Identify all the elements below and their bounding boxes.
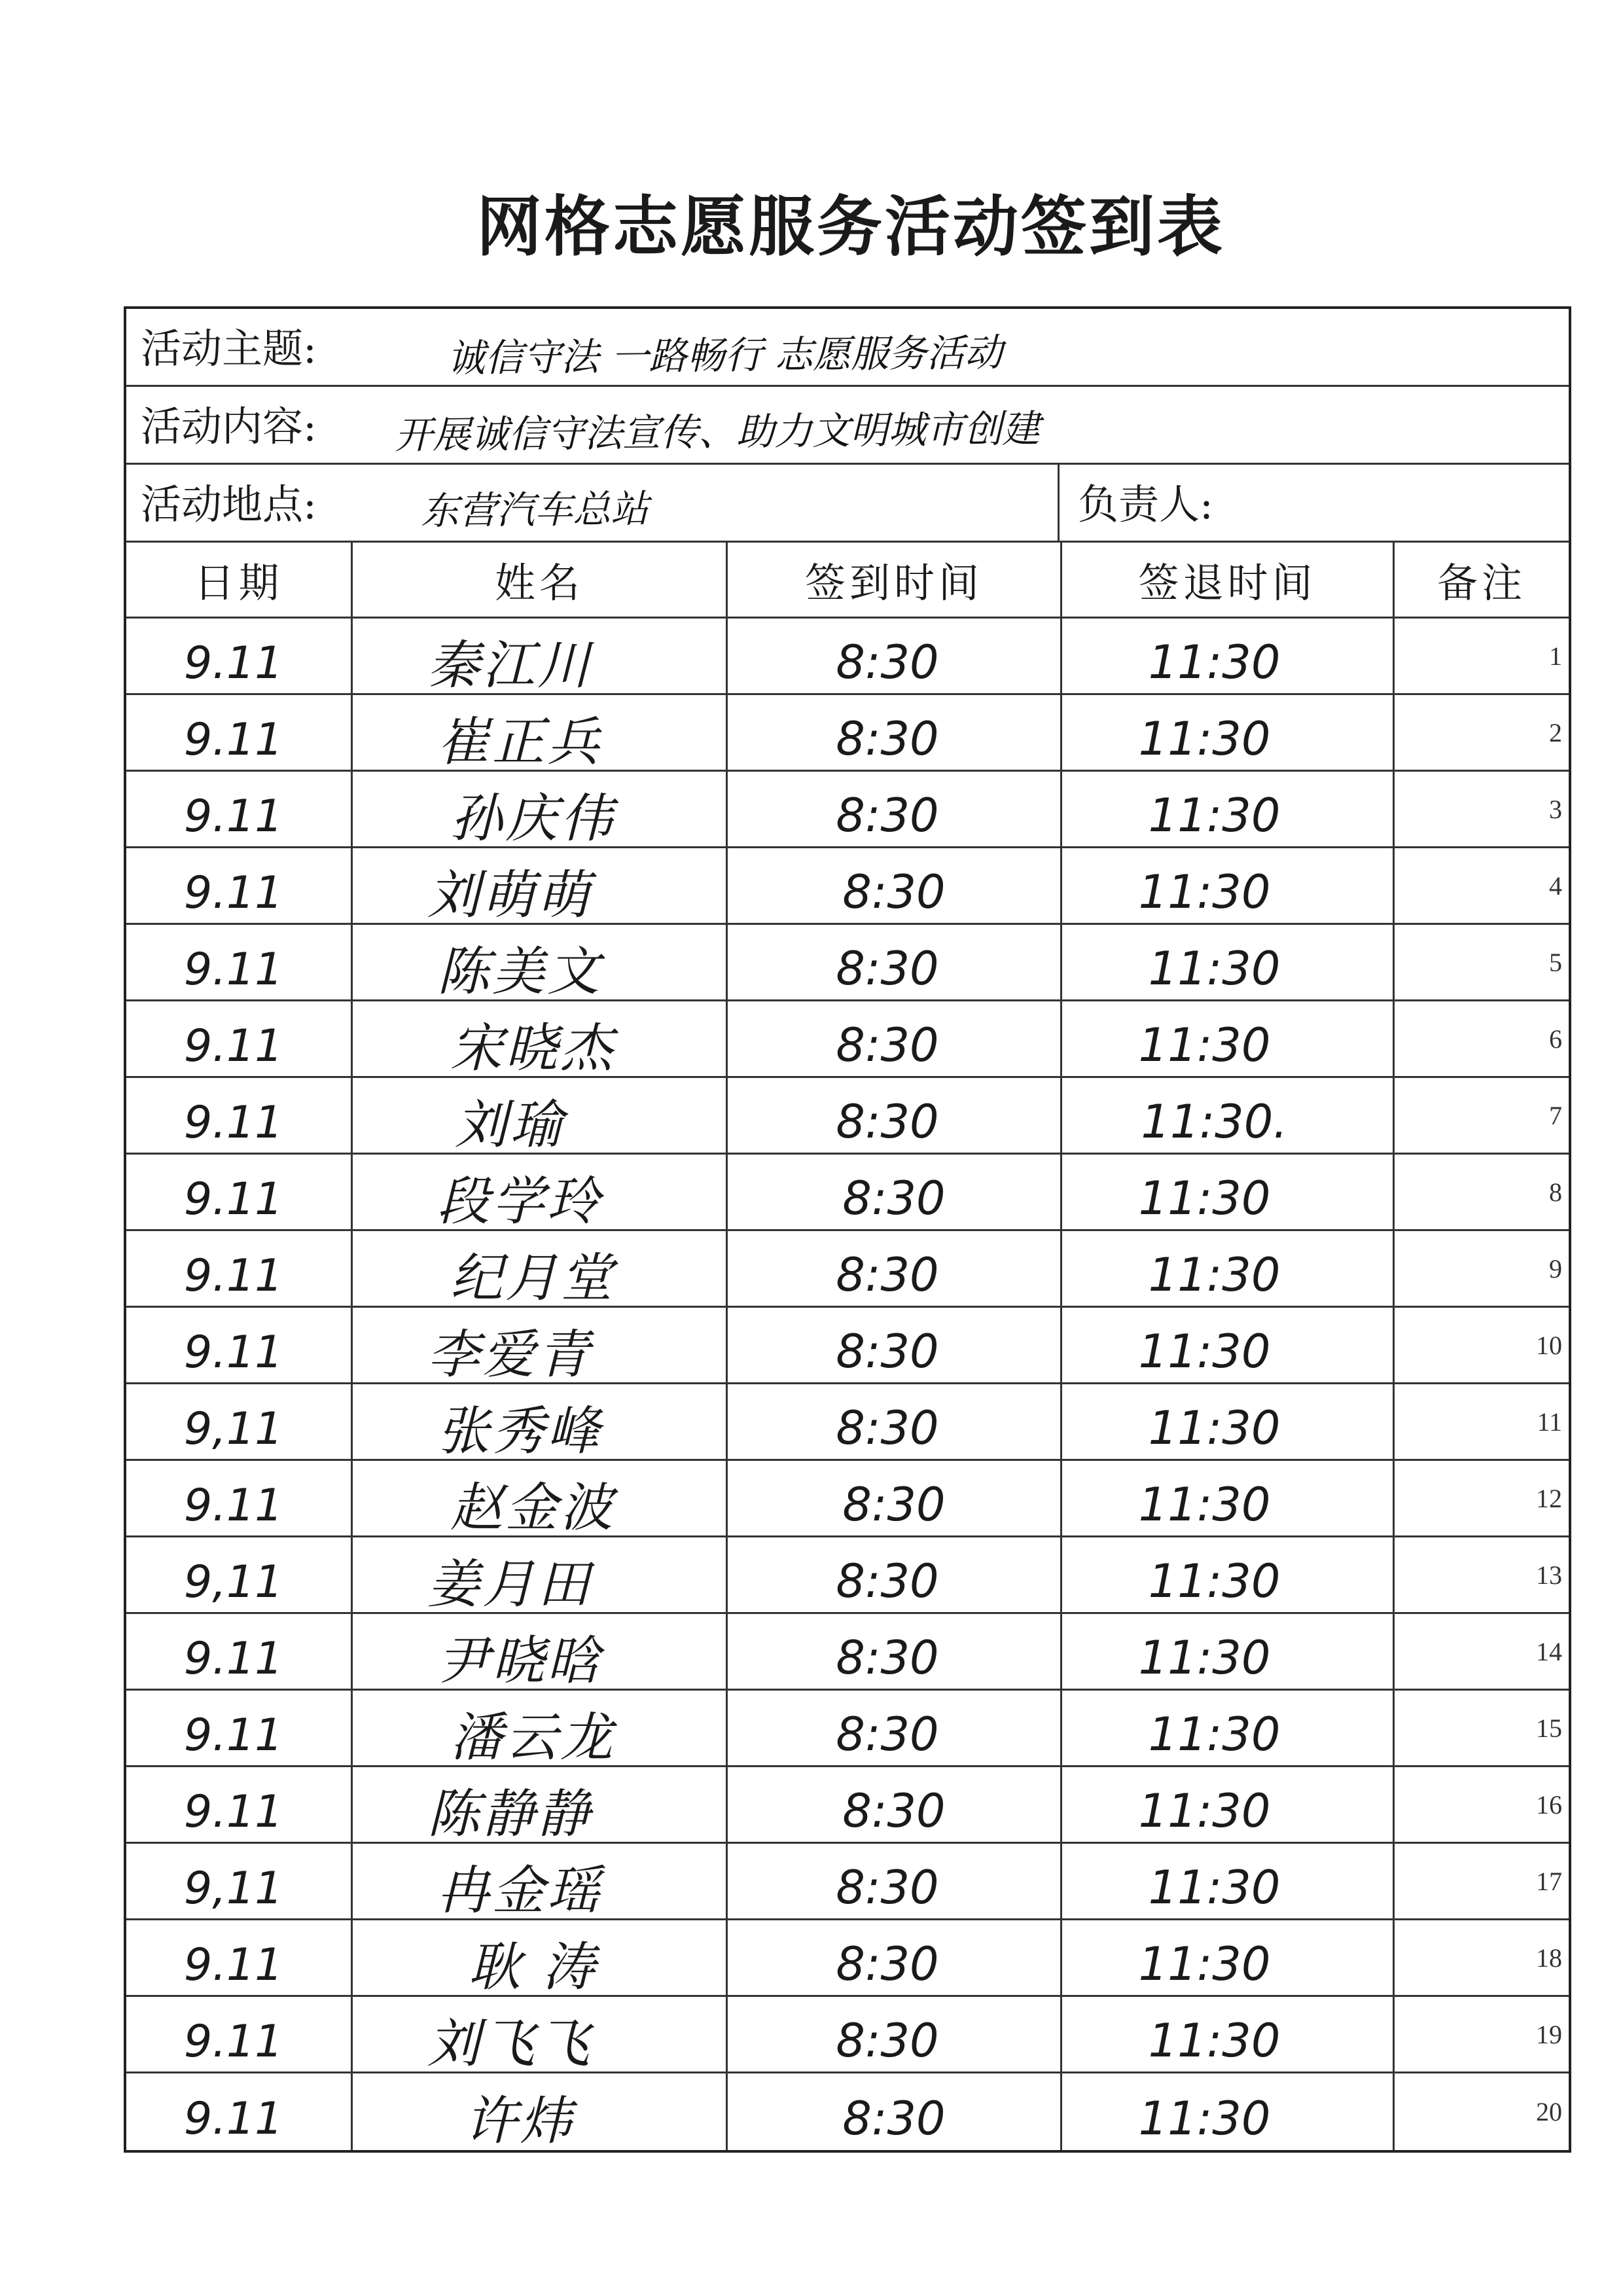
table-row — [126, 695, 1569, 772]
table-row — [126, 1231, 1569, 1308]
sign-in-cell: 8:30 — [728, 619, 1062, 693]
table-row — [126, 1537, 1569, 1614]
date-cell: 9.11 — [126, 1461, 353, 1535]
sign-in-cell: 8:30 — [728, 2073, 1062, 2150]
table-row — [126, 1155, 1569, 1231]
sign-out-cell: 11:30 — [1062, 1767, 1395, 1842]
sign-in-cell: 8:30 — [728, 1537, 1062, 1612]
sign-in-cell: 8:30 — [728, 1920, 1062, 1995]
table-row — [126, 925, 1569, 1001]
name-cell: 冉金瑶 — [353, 1844, 728, 1918]
sign-in-cell: 8:30 — [728, 1461, 1062, 1535]
column-header-sign-in: 签到时间 — [728, 543, 1062, 617]
sign-out-cell: 11:30 — [1062, 1844, 1395, 1918]
content-value: 开展诚信守法宣传、助力文明城市创建 — [394, 406, 1041, 458]
row-number: 2 — [1549, 717, 1562, 747]
sign-out-cell: 11:30 — [1062, 1997, 1395, 2072]
table-row — [126, 1997, 1569, 2073]
column-header-date: 日期 — [126, 543, 353, 617]
column-header-name: 姓名 — [353, 543, 728, 617]
location-label: 活动地点: — [141, 480, 317, 528]
sign-in-cell: 8:30 — [728, 1001, 1062, 1076]
sign-in-cell: 8:30 — [728, 1231, 1062, 1306]
name-cell: 陈美文 — [353, 925, 728, 999]
sign-in-cell: 8:30 — [728, 1691, 1062, 1765]
sign-out-cell: 11:30 — [1062, 1461, 1395, 1535]
row-number: 18 — [1536, 1943, 1562, 1973]
date-cell: 9.11 — [126, 1231, 353, 1306]
name-cell: 刘萌萌 — [353, 848, 728, 923]
name-cell: 陈静静 — [353, 1767, 728, 1842]
table-row — [126, 1691, 1569, 1767]
table-row — [126, 1308, 1569, 1384]
row-number: 9 — [1549, 1253, 1562, 1283]
date-cell: 9.11 — [126, 1001, 353, 1076]
sign-out-cell: 11:30 — [1062, 1001, 1395, 1076]
sign-in-cell: 8:30 — [728, 695, 1062, 770]
sign-in-cell: 8:30 — [728, 1308, 1062, 1382]
row-number: 6 — [1549, 1024, 1562, 1054]
table-row — [126, 1001, 1569, 1078]
sign-out-cell: 11:30 — [1062, 1155, 1395, 1229]
sign-in-cell: 8:30 — [728, 1614, 1062, 1689]
row-number: 17 — [1536, 1866, 1562, 1896]
location-row — [126, 465, 1569, 543]
row-number: 8 — [1549, 1177, 1562, 1207]
date-cell: 9.11 — [126, 1614, 353, 1689]
sign-out-cell: 11:30 — [1062, 1231, 1395, 1306]
date-cell: 9,11 — [126, 1537, 353, 1612]
date-cell: 9,11 — [126, 1384, 353, 1459]
sign-out-cell: 11:30 — [1062, 1308, 1395, 1382]
date-cell: 9.11 — [126, 2073, 353, 2150]
row-number: 19 — [1536, 2019, 1562, 2049]
date-cell: 9,11 — [126, 1844, 353, 1918]
name-cell: 许炜 — [353, 2073, 728, 2150]
table-body — [126, 619, 1569, 2150]
name-cell: 姜月田 — [353, 1537, 728, 1612]
sign-in-cell: 8:30 — [728, 772, 1062, 846]
date-cell: 9.11 — [126, 772, 353, 846]
table-row — [126, 772, 1569, 848]
sign-in-cell: 8:30 — [728, 1767, 1062, 1842]
row-number: 5 — [1549, 947, 1562, 977]
sign-out-cell: 11:30 — [1062, 2073, 1395, 2150]
column-header-row — [126, 543, 1569, 619]
name-cell: 耿 涛 — [353, 1920, 728, 1995]
row-number: 7 — [1549, 1100, 1562, 1130]
date-cell: 9.11 — [126, 1078, 353, 1153]
row-number: 3 — [1549, 794, 1562, 824]
content-label: 活动内容: — [141, 403, 317, 450]
name-cell: 李爱青 — [353, 1308, 728, 1382]
table-row — [126, 1767, 1569, 1844]
page-title: 网格志愿服务活动签到表 — [476, 188, 1225, 265]
sign-in-cell: 8:30 — [728, 1844, 1062, 1918]
row-number: 1 — [1549, 641, 1562, 671]
name-cell: 尹晓晗 — [353, 1614, 728, 1689]
name-cell: 孙庆伟 — [353, 772, 728, 846]
row-number: 10 — [1536, 1330, 1562, 1360]
theme-row — [126, 309, 1569, 387]
name-cell: 张秀峰 — [353, 1384, 728, 1459]
table-row — [126, 1920, 1569, 1997]
column-header-remarks: 备注 — [1436, 559, 1526, 607]
name-cell: 段学玲 — [353, 1155, 728, 1229]
theme-value: 诚信守法 一路畅行 志愿服务活动 — [446, 330, 1003, 381]
name-cell: 纪月堂 — [353, 1231, 728, 1306]
date-cell: 9.11 — [126, 1997, 353, 2072]
sign-in-cell: 8:30 — [728, 1997, 1062, 2072]
sign-in-cell: 8:30 — [728, 1155, 1062, 1229]
date-cell: 9.11 — [126, 1155, 353, 1229]
row-number: 14 — [1536, 1636, 1562, 1666]
row-number: 16 — [1536, 1789, 1562, 1820]
sign-in-cell: 8:30 — [728, 925, 1062, 999]
sign-in-cell: 8:30 — [728, 848, 1062, 923]
table-row — [126, 1078, 1569, 1155]
sign-out-cell: 11:30 — [1062, 925, 1395, 999]
table-row — [126, 848, 1569, 925]
date-cell: 9.11 — [126, 619, 353, 693]
name-cell: 潘云龙 — [353, 1691, 728, 1765]
name-cell: 刘瑜 — [353, 1078, 728, 1153]
row-number: 4 — [1549, 870, 1562, 901]
sign-out-cell: 11:30 — [1062, 1614, 1395, 1689]
date-cell: 9.11 — [126, 1691, 353, 1765]
sign-out-cell: 11:30 — [1062, 695, 1395, 770]
leader-cell — [1060, 465, 1569, 541]
table-row — [126, 2073, 1569, 2150]
name-cell: 宋晓杰 — [353, 1001, 728, 1076]
leader-label: 负责人: — [1078, 480, 1213, 528]
sign-out-cell: 11:30 — [1062, 1691, 1395, 1765]
name-cell: 秦江川 — [353, 619, 728, 693]
date-cell: 9.11 — [126, 695, 353, 770]
name-cell: 崔正兵 — [353, 695, 728, 770]
name-cell: 赵金波 — [353, 1461, 728, 1535]
sign-out-cell: 11:30 — [1062, 772, 1395, 846]
table-row — [126, 1844, 1569, 1920]
row-number: 20 — [1536, 2097, 1562, 2126]
sign-out-cell: 11:30 — [1062, 1384, 1395, 1459]
sign-in-cell: 8:30 — [728, 1384, 1062, 1459]
table-row — [126, 1614, 1569, 1691]
row-number: 13 — [1536, 1560, 1562, 1590]
date-cell: 9.11 — [126, 1767, 353, 1842]
sign-in-table — [124, 306, 1571, 2153]
sign-out-cell: 11:30 — [1062, 848, 1395, 923]
table-row — [126, 619, 1569, 695]
row-number: 15 — [1536, 1713, 1562, 1743]
column-header-sign-out: 签退时间 — [1062, 543, 1395, 617]
location-cell — [126, 465, 1060, 541]
date-cell: 9.11 — [126, 1308, 353, 1382]
name-cell: 刘飞飞 — [353, 1997, 728, 2072]
sign-in-cell: 8:30 — [728, 1078, 1062, 1153]
table-row — [126, 1384, 1569, 1461]
date-cell: 9.11 — [126, 1920, 353, 1995]
date-cell: 9.11 — [126, 925, 353, 999]
sign-out-cell: 11:30 — [1062, 1537, 1395, 1612]
theme-label: 活动主题: — [141, 325, 317, 372]
location-value: 东营汽车总站 — [420, 486, 649, 533]
sign-out-cell: 11:30 — [1062, 1920, 1395, 1995]
row-number: 11 — [1537, 1407, 1562, 1437]
date-cell: 9.11 — [126, 848, 353, 923]
content-row — [126, 387, 1569, 465]
table-row — [126, 1461, 1569, 1537]
sign-out-cell: 11:30 — [1062, 619, 1395, 693]
row-number: 12 — [1536, 1483, 1562, 1513]
sign-out-cell: 11:30. — [1062, 1078, 1395, 1153]
